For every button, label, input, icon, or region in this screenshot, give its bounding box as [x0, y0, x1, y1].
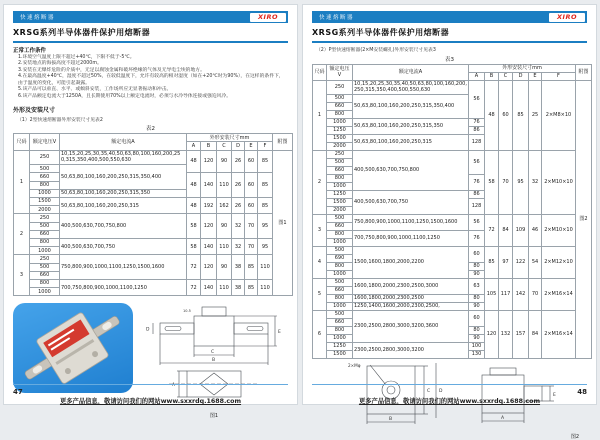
- table-cell: 1000: [327, 334, 353, 342]
- table-cell: C: [499, 72, 513, 80]
- table-cell: 84: [529, 310, 542, 358]
- table-cell: 附图: [273, 134, 293, 150]
- table-cell: 105: [485, 278, 499, 310]
- dimensions-section-note: （1）2型快速熔断器外形安装尺寸见表2: [17, 117, 103, 123]
- table-cell: 800: [327, 326, 353, 334]
- table-cell: 120: [201, 214, 217, 239]
- table-cell: 84: [499, 214, 513, 246]
- page-right: [302, 4, 597, 440]
- table-cell: 800: [30, 238, 60, 246]
- table-cell: 97: [499, 246, 513, 278]
- table-cell: 外形安装尺寸mm: [187, 134, 273, 142]
- table-cell: 250: [30, 150, 60, 164]
- table-cell: 128: [469, 134, 485, 150]
- table-cell: 700,750,800,900,1000,1100,1250: [60, 279, 187, 295]
- footer-link-url: www.sxxrdq.1688.com: [459, 398, 541, 405]
- header-category-label: 快速熔断器: [20, 15, 56, 21]
- table-cell: 85: [258, 197, 273, 213]
- table-cell: 26: [232, 173, 245, 198]
- table-cell: 90: [217, 150, 232, 173]
- fuse-product-illustration: [13, 303, 133, 393]
- table-cell: 500: [327, 158, 353, 166]
- table-cell: 2×M10×10: [542, 214, 576, 246]
- table-cell: 46: [529, 214, 542, 246]
- table-cell: 100: [469, 342, 485, 350]
- table-cell: 1500: [327, 134, 353, 142]
- table-cell: 图1: [273, 150, 293, 296]
- table-cell: 85: [258, 173, 273, 198]
- drawing-top-cap: [202, 307, 226, 316]
- table-cell: 86: [469, 126, 485, 134]
- drawing-side-cap: [490, 368, 516, 375]
- table-cell: 32: [232, 214, 245, 239]
- table-cell: 660: [30, 173, 60, 181]
- table-cell: 2×M16×14: [542, 278, 576, 310]
- table-cell: 140: [201, 279, 217, 295]
- table-cell: 1250: [327, 190, 353, 198]
- table-cell: 90: [469, 270, 485, 278]
- page-footer: [13, 384, 288, 405]
- table-cell: 110: [217, 238, 232, 254]
- table-cell: 2300,2500,2800,3000,3200,3600: [353, 310, 469, 342]
- table3-dimensions-table: [312, 64, 587, 359]
- footer-link[interactable]: [359, 398, 540, 405]
- table-cell: 400,500,630,700,750,800: [353, 150, 469, 190]
- table-cell: 70: [245, 214, 258, 239]
- table-cell: 192: [201, 197, 217, 213]
- table-cell: 140: [201, 238, 217, 254]
- dim-label-e: E: [278, 330, 281, 336]
- table-cell: 56: [469, 80, 485, 118]
- table-cell: 58: [187, 214, 201, 239]
- table-cell: 250: [30, 214, 60, 222]
- dim-label-e: E: [553, 392, 556, 398]
- table-cell: 85: [513, 80, 529, 150]
- table-cell: 50,63,80,100,160,200,250,315,350: [60, 189, 187, 197]
- dim-label-c: C: [211, 350, 215, 356]
- table-cell: 1600,1800,2000,2300,2500: [353, 294, 469, 302]
- table-cell: 60: [499, 80, 513, 150]
- table-cell: 额定电流A: [60, 134, 187, 150]
- table-cell: 95: [258, 214, 273, 239]
- table-cell: 85: [245, 255, 258, 280]
- figure1-caption: 图1: [209, 413, 219, 420]
- table-cell: 800: [327, 294, 353, 302]
- table-cell: 1500,1600,1800,2000,2200: [353, 246, 469, 278]
- table-cell: 1250: [327, 126, 353, 134]
- table-cell: 76: [469, 230, 485, 246]
- table-cell: 86: [469, 190, 485, 198]
- table-cell: 额定电压V: [30, 134, 60, 150]
- table-cell: D: [232, 142, 245, 150]
- table-cell: 800: [327, 262, 353, 270]
- table-cell: 10,15,20,25,30,35,40,50,63,80,100,160,200,250,315,350,400,500,550,630: [354, 81, 467, 93]
- dim-label-b: B: [389, 416, 393, 422]
- table-cell: 2: [14, 214, 30, 255]
- table-cell: 800: [30, 279, 60, 287]
- table-cell: A: [469, 72, 485, 80]
- table-cell: 110: [258, 279, 273, 295]
- table-cell: 58: [485, 150, 499, 214]
- table-cell: 2000: [327, 142, 353, 150]
- table-cell: 95: [513, 150, 529, 214]
- footer-link-text: 更多产品信息，敬请访问我们的网站: [358, 398, 460, 405]
- table-cell: 尺码: [313, 64, 327, 80]
- working-conditions-title: 正常工作条件: [13, 48, 47, 54]
- table-cell: 38: [232, 255, 245, 280]
- dimensions-section-note: （2）P型快速熔断器(2×M安装螺孔)外形安装尺寸见表3: [316, 48, 436, 53]
- table-cell: 800: [327, 110, 353, 118]
- footer-link-url: www.sxxrdq.1688.com: [160, 398, 242, 405]
- table-cell: 500: [327, 214, 353, 222]
- table-cell: 660: [327, 286, 353, 294]
- table-cell: 660: [327, 102, 353, 110]
- table-cell: 800: [327, 230, 353, 238]
- table-cell: 750,800,900,1000,1100,1250,1500,1600: [353, 214, 469, 230]
- table-cell: F: [542, 72, 576, 80]
- table3-caption: 表3: [445, 56, 454, 63]
- working-condition-item: 1.环境空气温度上限不超过+40℃，下限不低于-5℃。: [18, 55, 135, 60]
- table-cell: 54: [529, 246, 542, 278]
- table-cell: E: [245, 142, 258, 150]
- table-cell: 110: [217, 173, 232, 198]
- table-cell: 140: [201, 173, 217, 198]
- table-cell: 120: [485, 310, 499, 358]
- table-cell: 额定电压V: [327, 64, 353, 80]
- table-cell: 70: [529, 278, 542, 310]
- table-cell: 117: [499, 278, 513, 310]
- table-cell: 48: [187, 150, 201, 173]
- table-cell: 63: [469, 278, 485, 294]
- table-cell: B: [201, 142, 217, 150]
- table-cell: 2000: [327, 206, 353, 214]
- table-cell: 750,800,900,1000,1100,1250,1500,1600: [60, 255, 187, 280]
- table-cell: 1000: [327, 182, 353, 190]
- dim-label-d: D: [439, 388, 443, 394]
- table-cell: 附图: [576, 64, 592, 80]
- table-cell: 85: [258, 150, 273, 173]
- table-cell: 690: [327, 254, 353, 262]
- table-cell: 48: [187, 197, 201, 213]
- table-cell: 1500: [327, 350, 353, 358]
- table-cell: 130: [469, 350, 485, 358]
- table-cell: 1500: [30, 197, 60, 205]
- table-cell: 1000: [30, 288, 60, 296]
- table-cell: 122: [513, 246, 529, 278]
- table-cell: 95: [258, 238, 273, 254]
- table-cell: 50,63,80,100,160,200,250,315,350,400: [353, 94, 469, 118]
- table-cell: 72: [187, 255, 201, 280]
- table-cell: D: [513, 72, 529, 80]
- table-cell: 60: [245, 150, 258, 173]
- header-category-label: 快速熔断器: [319, 15, 355, 21]
- table-cell: 图2: [576, 80, 592, 358]
- table-cell: 10,15,20,25,30,35,40,50,63,80,100,160,200,250,315,350,400,500,550,630: [60, 150, 187, 164]
- table-cell: 50,63,80,100,160,200,250,315,350,400: [60, 165, 187, 190]
- drawing-left-slot: [165, 327, 181, 331]
- table-cell: 1000: [327, 270, 353, 278]
- table-cell: 1000: [327, 302, 353, 310]
- page-title: XRSG系列半导体器件保护用熔断器: [13, 23, 288, 43]
- table-cell: 660: [30, 230, 60, 238]
- table-cell: 500: [327, 94, 353, 102]
- table-cell: 72: [187, 279, 201, 295]
- table-cell: 1: [313, 80, 327, 150]
- table-cell: 1500: [327, 198, 353, 206]
- brand-logo: [549, 13, 585, 22]
- table-cell: 2000: [30, 206, 60, 214]
- table-cell: F: [258, 142, 273, 150]
- table2-dimensions-table: [13, 133, 288, 296]
- table-cell: 外形安装尺寸mm: [469, 64, 576, 72]
- table-cell: 250: [30, 255, 60, 263]
- table-cell: 120: [201, 255, 217, 280]
- brand-logo-text: XIRO: [258, 13, 278, 21]
- table-cell: 128: [469, 198, 485, 214]
- table2-caption: 表2: [146, 126, 155, 133]
- dim-label-b: B: [212, 358, 216, 364]
- table-cell: 1: [14, 150, 30, 214]
- table-cell: 80: [469, 326, 485, 334]
- table-cell: 2×M8×10: [542, 80, 576, 150]
- table-cell: 2: [313, 150, 327, 214]
- dim-label-d: D: [146, 327, 150, 333]
- table-cell: 5: [313, 278, 327, 310]
- drawing-right-slot: [247, 327, 263, 331]
- table-cell: 4: [313, 246, 327, 278]
- table-cell: 660: [327, 166, 353, 174]
- figure2-caption: 图2: [570, 433, 579, 440]
- page-left: [3, 4, 298, 420]
- table-cell: 76: [469, 174, 485, 190]
- table-cell: 800: [327, 174, 353, 182]
- table-cell: A: [187, 142, 201, 150]
- table-cell: 56: [469, 150, 485, 174]
- page-footer: [312, 384, 587, 405]
- table-cell: 76: [469, 118, 485, 126]
- table-cell: 48: [187, 173, 201, 198]
- table-cell: 80: [469, 262, 485, 270]
- table-cell: 110: [258, 255, 273, 280]
- table-cell: 162: [217, 197, 232, 213]
- table-cell: 50,63,80,100,160,200,250,315,350: [353, 118, 469, 134]
- table-cell: 58: [187, 238, 201, 254]
- table-cell: 32: [232, 238, 245, 254]
- table-cell: 1000: [327, 118, 353, 126]
- dim-label-a: A: [172, 383, 176, 389]
- drawing-body: [194, 316, 234, 346]
- table-cell: 132: [499, 310, 513, 358]
- working-condition-item: 4.在最高温度+40℃，湿度不超过50%，在较低温度下，允许有较高的相对湿度（如在+20℃时为90%），在这样的条件下，由于温度的变化，可能引起凝露。: [18, 74, 284, 86]
- page-header-bar: [13, 11, 288, 23]
- table-cell: B: [485, 72, 499, 80]
- table-cell: 250: [327, 80, 353, 94]
- table-cell: 1000: [30, 189, 60, 197]
- screw-leader-line: [370, 365, 386, 385]
- table-cell: 额定电流A: [353, 64, 469, 80]
- table-cell: 500: [30, 263, 60, 271]
- product-photo: [13, 303, 133, 393]
- table-cell: 26: [232, 150, 245, 173]
- table-cell: 85: [485, 246, 499, 278]
- table-cell: 2×M16×14: [542, 310, 576, 358]
- dim-label-a: A: [501, 415, 505, 421]
- table-cell: 2300,2500,2800,3000,3200: [353, 342, 469, 358]
- table-cell: 700,750,800,900,1000,1100,1250: [353, 230, 469, 246]
- table-cell: 90: [217, 214, 232, 239]
- table-cell: 90: [217, 255, 232, 280]
- table-cell: 48: [485, 80, 499, 150]
- table-cell: 90: [469, 302, 485, 310]
- table-cell: 500: [327, 278, 353, 286]
- table-cell: 尺码: [14, 134, 30, 150]
- working-condition-item: 2.安装地点的海拔高度不超过2000m。: [18, 61, 102, 67]
- table-cell: 70: [245, 238, 258, 254]
- table-cell: 110: [217, 279, 232, 295]
- table-cell: 80: [469, 294, 485, 302]
- table-cell: 90: [469, 334, 485, 342]
- table-cell: 1000: [30, 247, 60, 255]
- table-cell: E: [529, 72, 542, 80]
- table-cell: 1250,1400,1600,2000,2300,2500,: [353, 302, 469, 310]
- table-cell: 6: [313, 310, 327, 358]
- table-cell: 157: [513, 310, 529, 358]
- table-cell: 120: [201, 150, 217, 173]
- table-cell: 72: [485, 214, 499, 246]
- table-cell: 500: [30, 165, 60, 173]
- table-cell: 400,500,630,700,750: [353, 190, 469, 214]
- working-condition-item: 5.该产品可以垂直、水平、或倾斜安装，工作场所应无显著振动和冲击。: [18, 87, 172, 93]
- table-cell: 250: [327, 150, 353, 158]
- table-cell: 3: [313, 214, 327, 246]
- table-cell: 109: [513, 214, 529, 246]
- table-cell: 660: [30, 271, 60, 279]
- page-header-bar: [312, 11, 587, 23]
- table-cell: 660: [327, 222, 353, 230]
- brand-logo: [250, 13, 286, 22]
- working-condition-item: 6.该产品额定电流大于1250A，且长期使用70%以上额定电流时，必须与水冷导体连接或强迫风冷。: [18, 93, 232, 99]
- dim-label-c: C: [427, 388, 431, 394]
- table-cell: 3: [14, 255, 30, 296]
- page-number: 48: [577, 388, 587, 396]
- table-cell: 660: [327, 318, 353, 326]
- table-cell: C: [217, 142, 232, 150]
- table-cell: 2×M12×10: [542, 246, 576, 278]
- brand-logo-text: XIRO: [557, 13, 577, 21]
- table-cell: 500: [327, 310, 353, 318]
- table-cell: 1000: [327, 238, 353, 246]
- dim-label-cap: 10.5: [183, 309, 191, 314]
- table-cell: 38: [232, 279, 245, 295]
- table-cell: 70: [499, 150, 513, 214]
- table-cell: 60: [469, 246, 485, 262]
- dimensions-section-title: 外形及安装尺寸: [13, 107, 56, 115]
- table-cell: 2×M10×10: [542, 150, 576, 214]
- table-cell: 50,63,80,100,160,200,250,315: [353, 134, 469, 150]
- table-cell: 1250: [327, 342, 353, 350]
- page-number: 47: [13, 388, 23, 396]
- table-cell: 50,63,80,100,160,200,250,315: [60, 197, 187, 213]
- table-cell: 500: [327, 246, 353, 254]
- screw-label: 2×Mφ: [348, 362, 361, 368]
- table-cell: 25: [529, 80, 542, 150]
- footer-link[interactable]: [60, 398, 241, 405]
- table-cell: 56: [469, 214, 485, 230]
- table-cell: 142: [513, 278, 529, 310]
- page-title: XRSG系列半导体器件保护用熔断器: [312, 23, 587, 43]
- table-cell: 500: [30, 222, 60, 230]
- table-cell: 400,500,630,700,750: [60, 238, 187, 254]
- footer-link-text: 更多产品信息，敬请访问我们的网站: [59, 398, 161, 405]
- table-cell: 60: [469, 310, 485, 326]
- table-cell: 400,500,630,700,750,800: [60, 214, 187, 239]
- table-cell: 85: [245, 279, 258, 295]
- table-cell: 1600,1800,2000,2300,2500,3000: [353, 278, 469, 294]
- table-cell: 800: [30, 181, 60, 189]
- table-cell: 60: [245, 197, 258, 213]
- table-cell: 60: [245, 173, 258, 198]
- table-cell: 26: [232, 197, 245, 213]
- working-condition-item: 3.安装在无爆炸危险的介质中，无足以腐蚀金属和破坏绝缘的气体及无导电尘埃的地方。: [18, 67, 205, 73]
- table-cell: 32: [529, 150, 542, 214]
